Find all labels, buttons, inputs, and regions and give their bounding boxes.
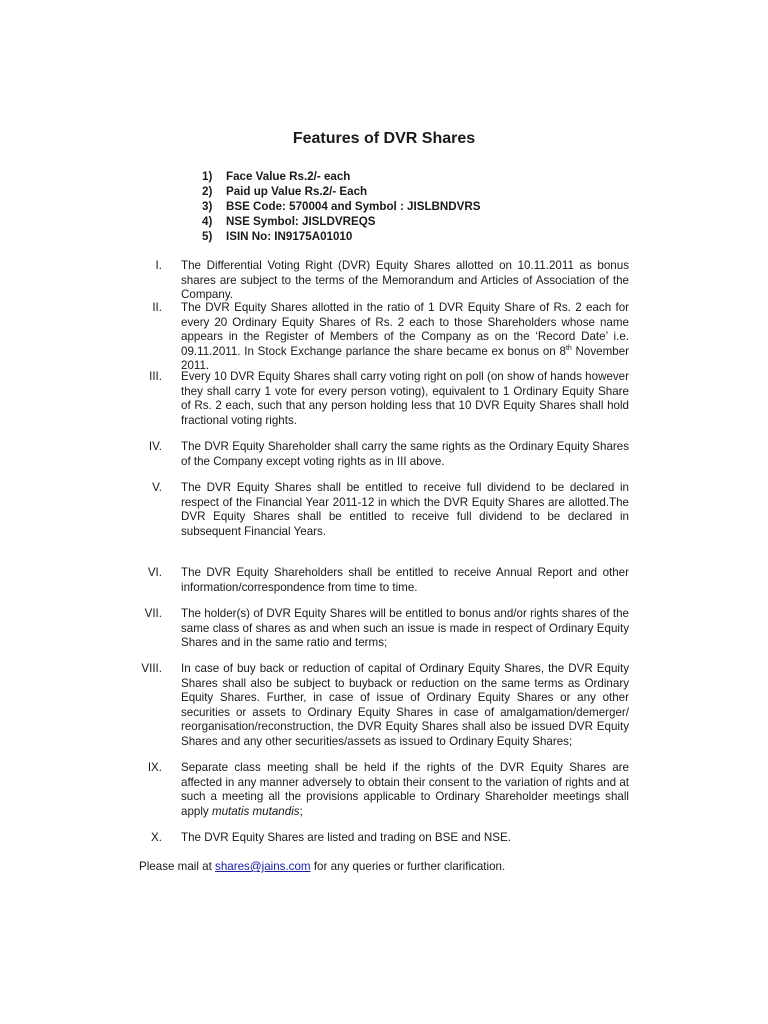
fact-text: ISIN No: IN9175A01010	[226, 230, 353, 243]
clause-number: IX.	[147, 761, 162, 774]
clause-text: The DVR Equity Shares are listed and trading on BSE and NSE.	[181, 831, 511, 844]
clause-text: The DVR Equity Shares shall be entitled to receive full dividend to be declared in respect of the Financial Year 2011-12 in which the DVR Equity Shares are allotted.The DVR Equity Shares shall be entitled to receive full dividend to be declared in subsequent Financial Years.	[181, 481, 629, 538]
clause-number: VII.	[144, 607, 162, 620]
fact-item	[202, 229, 481, 244]
clause-number: VI.	[147, 566, 162, 579]
clause-text: In case of buy back or reduction of capital of Ordinary Equity Shares, the DVR Equity Shares shall also be subject to buyback or reduction on the same terms as Ordinary Equity Shares. Further, in case of issue of Ordinary Equity Shares or any other securities or assets to Ordinary Equity Shares in case of amalgamation/demerger/ reorganisation/reconstruction, the DVR Equity Shares shall also be issued DVR Equity Shares and any other securities/assets as issued to Ordinary Equity Shares;	[181, 662, 629, 748]
latin-phrase: mutatis mutandis	[211, 804, 300, 818]
fact-text: Paid up Value Rs.2/- Each	[226, 185, 368, 198]
clause-number: II.	[152, 301, 162, 314]
document-title: Features of DVR Shares	[292, 130, 476, 147]
fact-item	[202, 199, 481, 214]
clause-number: I.	[155, 259, 162, 272]
email-link[interactable]: shares@jains.com	[215, 860, 311, 873]
clause-number: X.	[151, 831, 162, 844]
fact-number: 3)	[202, 200, 213, 213]
clause-text: The DVR Equity Shares allotted in the ratio of 1 DVR Equity Share of Rs. 2 each for every 20 Ordinary Equity Shares of Rs. 2 each to those Shareholders whose name appears in the Register of Members of the Company as on the ‘Record Date’ i.e. 09.11.2011. In Stock Exchange parlance the share became ex bonus on 8th November 2011.	[181, 301, 630, 373]
fact-text: NSE Symbol: JISLDVREQS	[226, 215, 376, 228]
fact-item	[202, 184, 481, 199]
fact-number: 4)	[202, 215, 213, 228]
clause-number: V.	[152, 481, 162, 494]
clause-number: VIII.	[141, 662, 162, 675]
fact-text: BSE Code: 570004 and Symbol : JISLBNDVRS	[226, 200, 481, 213]
clause-number: IV.	[148, 440, 162, 453]
fact-number: 5)	[202, 230, 213, 243]
fact-text: Face Value Rs.2/- each	[226, 170, 351, 183]
clause-text: Separate class meeting shall be held if the rights of the DVR Equity Shares are affected in any manner adversely to obtain their consent to the variation of rights and at such a meeting all the provisions applicable to Ordinary Shareholder meetings shall apply mutatis mutandis;	[181, 761, 629, 818]
fact-number: 2)	[202, 185, 213, 198]
clause-number: III.	[149, 370, 162, 383]
clause-text: Every 10 DVR Equity Shares shall carry voting right on poll (on show of hands however they shall carry 1 vote for every person voting), equivalent to 1 Ordinary Equity Share of Rs. 2 each, such that any person holding less that 10 DVR Equity Shares shall hold fractional voting rights.	[181, 370, 629, 427]
fact-item	[202, 214, 481, 229]
fact-item	[202, 169, 481, 184]
fact-number: 1)	[202, 170, 213, 183]
ordinal-suffix: th	[565, 344, 572, 352]
clause-text: The DVR Equity Shareholder shall carry the same rights as the Ordinary Equity Shares of the Company except voting rights as in III above.	[181, 440, 629, 468]
key-facts-list	[202, 169, 481, 244]
clause-text: The holder(s) of DVR Equity Shares will be entitled to bonus and/or rights shares of the same class of shares as and when such an issue is made in respect of Ordinary Equity Shares and in the same ratio and terms;	[181, 607, 629, 650]
contact-note: Please mail at shares@jains.com for any queries or further clarification.	[139, 860, 506, 873]
clause-text: The Differential Voting Right (DVR) Equity Shares allotted on 10.11.2011 as bonus shares are subject to the terms of the Memorandum and Articles of Association of the Company.	[181, 259, 629, 302]
clause-text: The DVR Equity Shareholders shall be entitled to receive Annual Report and other information/correspondence from time to time.	[181, 566, 629, 594]
